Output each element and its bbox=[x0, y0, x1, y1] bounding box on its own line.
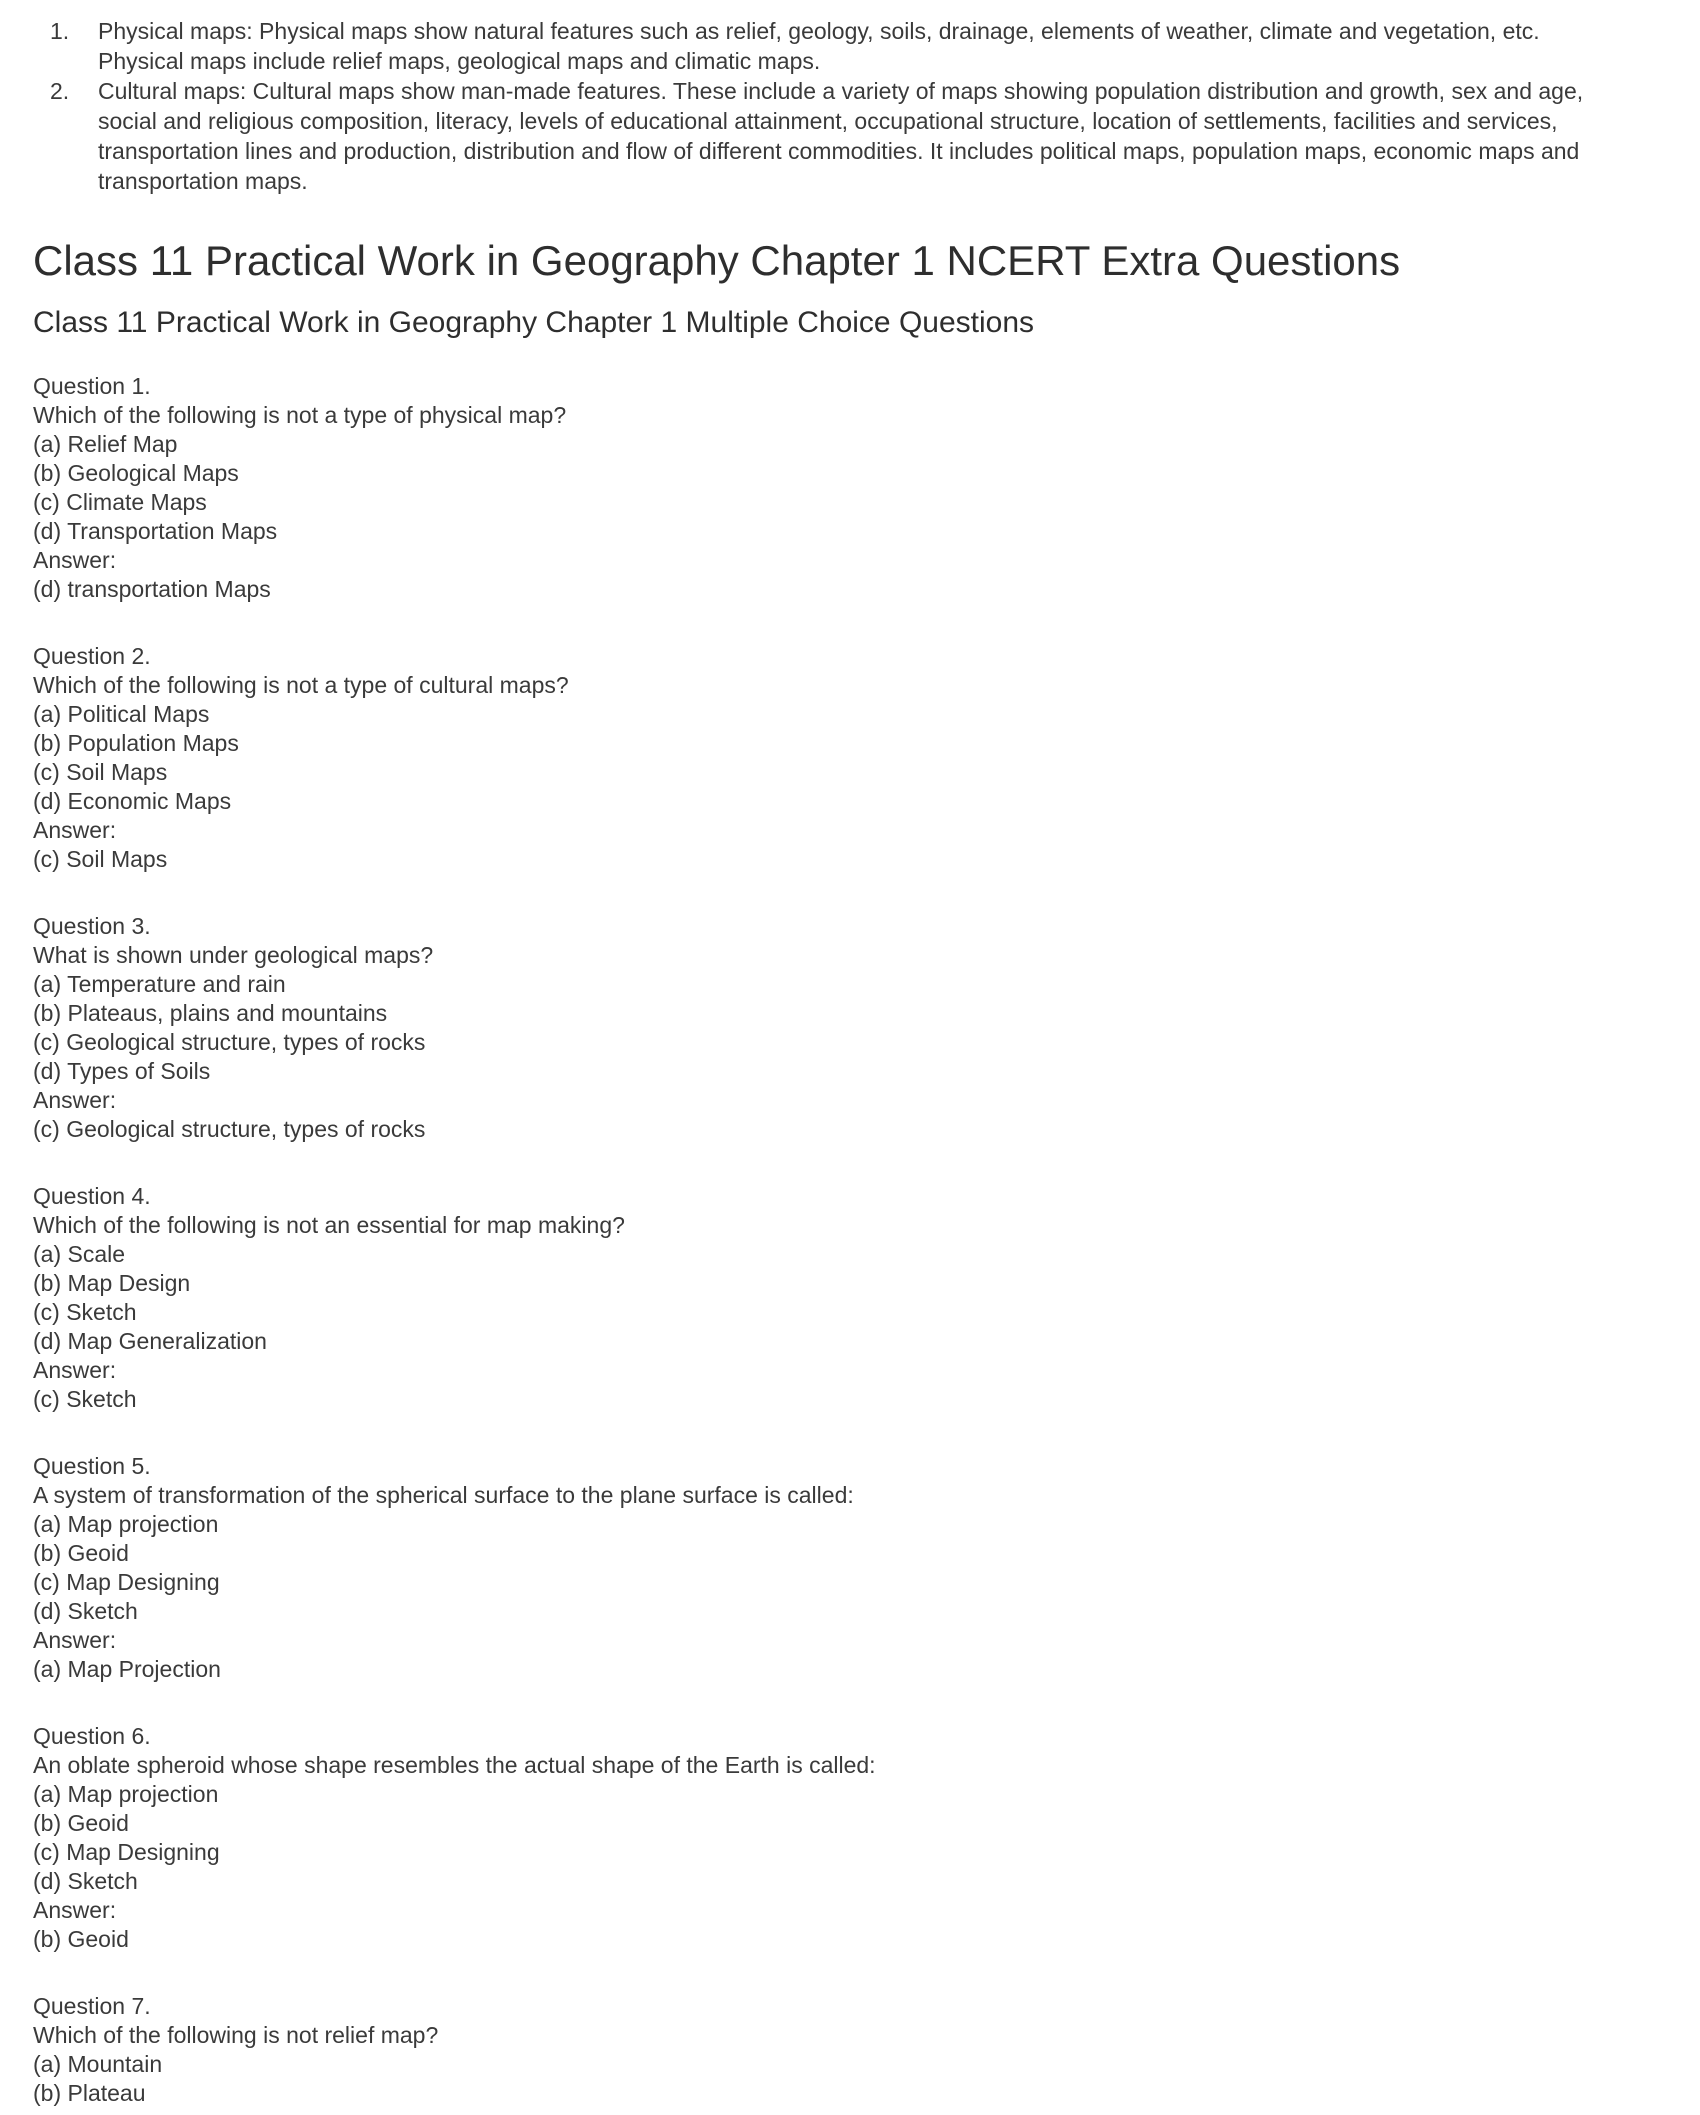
list-item-number: 2. bbox=[50, 78, 70, 104]
answer-text: (d) transportation Maps bbox=[33, 576, 271, 602]
question-block-1 bbox=[33, 372, 1630, 604]
question-text: Which of the following is not a type of cultural maps? bbox=[33, 672, 569, 698]
answer-label: Answer: bbox=[33, 547, 117, 573]
answer-label: Answer: bbox=[33, 1627, 117, 1653]
option-c: (c) Sketch bbox=[33, 1299, 137, 1325]
question-block-6 bbox=[33, 1722, 1630, 1954]
option-a: (a) Mountain bbox=[33, 2051, 163, 2077]
option-b: (b) Geoid bbox=[33, 1540, 129, 1566]
answer-text: (c) Geological structure, types of rocks bbox=[33, 1116, 426, 1142]
answer-text: (b) Geoid bbox=[33, 1926, 129, 1952]
option-b: (b) Geoid bbox=[33, 1810, 129, 1836]
answer-label: Answer: bbox=[33, 1357, 117, 1383]
option-d: (d) Transportation Maps bbox=[33, 518, 278, 544]
question-number: Question 5. bbox=[33, 1453, 151, 1479]
option-a: (a) Scale bbox=[33, 1241, 126, 1267]
answer-text: (c) Soil Maps bbox=[33, 846, 168, 872]
option-d: (d) Economic Maps bbox=[33, 788, 232, 814]
answer-text: (a) Map Projection bbox=[33, 1656, 221, 1682]
question-text: What is shown under geological maps? bbox=[33, 942, 434, 968]
question-number: Question 6. bbox=[33, 1723, 151, 1749]
option-c: (c) Map Designing bbox=[33, 1839, 220, 1865]
option-b: (b) Population Maps bbox=[33, 730, 239, 756]
list-item-text: Cultural maps: Cultural maps show man-made features. These include a variety of maps showing population distribution and growth, sex and age, social and religious composition, literacy, levels of educational attainment, occupational structure, location of settlements, facilities and services, transportation lines and production, distribution and flow of different commodities. It includes political maps, population maps, economic maps and transportation maps. bbox=[98, 78, 1584, 194]
option-c: (c) Soil Maps bbox=[33, 759, 168, 785]
question-number: Question 7. bbox=[33, 1993, 151, 2019]
question-number: Question 2. bbox=[33, 643, 151, 669]
section-subtitle: Class 11 Practical Work in Geography Chapter 1 Multiple Choice Questions bbox=[33, 306, 1035, 339]
answer-text: (c) Sketch bbox=[33, 1386, 137, 1412]
option-a: (a) Political Maps bbox=[33, 701, 210, 727]
option-b: (b) Map Design bbox=[33, 1270, 191, 1296]
list-item bbox=[33, 16, 1630, 76]
question-text: Which of the following is not an essential for map making? bbox=[33, 1212, 625, 1238]
answer-label: Answer: bbox=[33, 817, 117, 843]
list-item bbox=[33, 76, 1630, 196]
question-text: A system of transformation of the spherical surface to the plane surface is called: bbox=[33, 1482, 854, 1508]
question-number: Question 3. bbox=[33, 913, 151, 939]
question-block-2 bbox=[33, 642, 1630, 874]
option-d: (d) Sketch bbox=[33, 1868, 138, 1894]
option-b: (b) Geological Maps bbox=[33, 460, 239, 486]
page-title: Class 11 Practical Work in Geography Chapter 1 NCERT Extra Questions bbox=[33, 237, 1401, 284]
question-block-7 bbox=[33, 1992, 1630, 2108]
question-text: Which of the following is not a type of physical map? bbox=[33, 402, 567, 428]
option-d: (d) Map Generalization bbox=[33, 1328, 267, 1354]
option-c: (c) Geological structure, types of rocks bbox=[33, 1029, 426, 1055]
question-text: Which of the following is not relief map? bbox=[33, 2022, 439, 2048]
question-number: Question 1. bbox=[33, 373, 151, 399]
option-a: (a) Map projection bbox=[33, 1511, 219, 1537]
question-block-5 bbox=[33, 1452, 1630, 1684]
answer-label: Answer: bbox=[33, 1087, 117, 1113]
question-number: Question 4. bbox=[33, 1183, 151, 1209]
option-c: (c) Map Designing bbox=[33, 1569, 220, 1595]
questions-section bbox=[33, 372, 1630, 2108]
option-b: (b) Plateaus, plains and mountains bbox=[33, 1000, 388, 1026]
intro-list bbox=[33, 16, 1630, 196]
option-d: (d) Types of Soils bbox=[33, 1058, 211, 1084]
option-c: (c) Climate Maps bbox=[33, 489, 207, 515]
question-block-4 bbox=[33, 1182, 1630, 1414]
answer-label: Answer: bbox=[33, 1897, 117, 1923]
option-a: (a) Relief Map bbox=[33, 431, 178, 457]
option-a: (a) Temperature and rain bbox=[33, 971, 286, 997]
list-item-number: 1. bbox=[50, 18, 70, 44]
question-text: An oblate spheroid whose shape resembles the actual shape of the Earth is called: bbox=[33, 1752, 876, 1778]
list-item-text: Physical maps: Physical maps show natural features such as relief, geology, soils, drainage, elements of weather, climate and vegetation, etc. Physical maps include relief maps, geological maps and climatic maps. bbox=[98, 18, 1540, 74]
option-a: (a) Map projection bbox=[33, 1781, 219, 1807]
option-d: (d) Sketch bbox=[33, 1598, 138, 1624]
question-block-3 bbox=[33, 912, 1630, 1144]
option-b: (b) Plateau bbox=[33, 2080, 146, 2106]
